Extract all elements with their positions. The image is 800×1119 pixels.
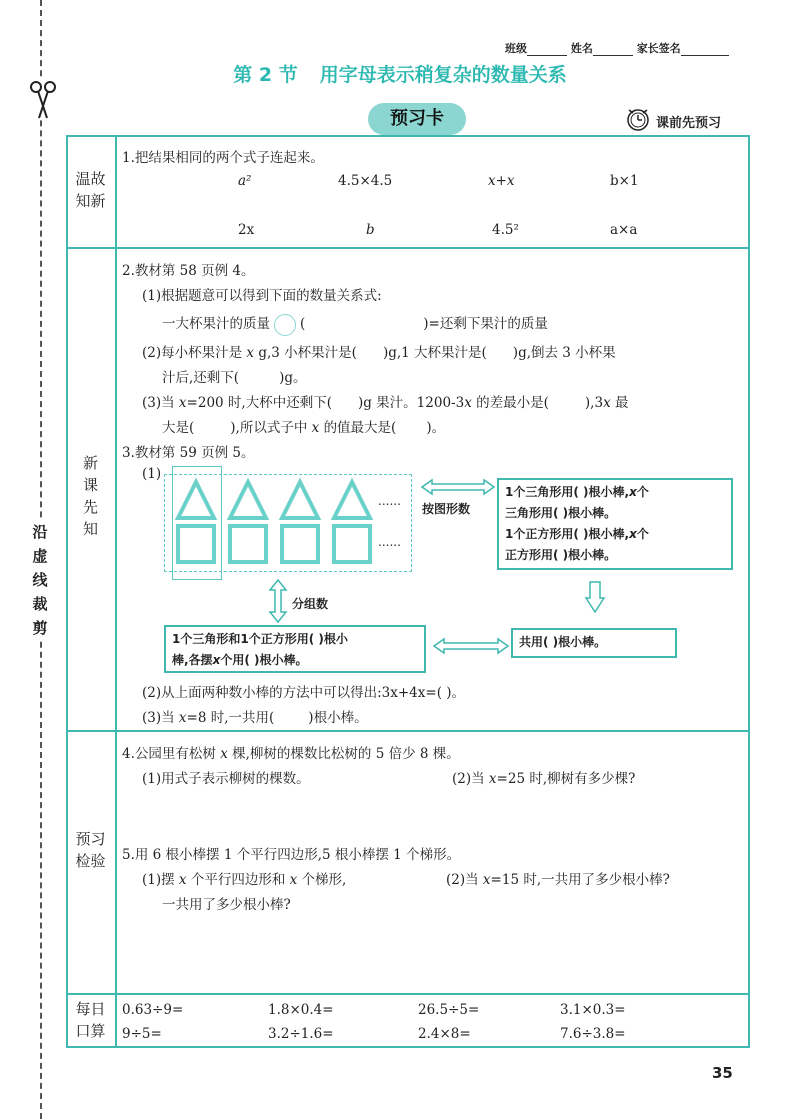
question-5-1: (1)摆 x 个平行四边形和 x 个梯形,: [142, 872, 347, 888]
calc-item: 26.5÷5=: [418, 1002, 480, 1018]
calc-item: 1.8×0.4=: [268, 1002, 334, 1018]
section-label-daily: 每日 口算: [75, 1000, 106, 1040]
question-2-3: (3)当 x=200 时,大杯中还剩下( )g 果汁。1200-3x 的差最小是( ),3x 最: [142, 395, 629, 411]
calc-item: 7.6÷3.8=: [560, 1026, 626, 1042]
expression[interactable]: a²: [238, 173, 252, 189]
double-arrow-icon: [430, 637, 512, 655]
operator-circle-blank[interactable]: [274, 314, 296, 336]
preview-card-badge: 预习卡: [368, 103, 466, 135]
question-2-2: (2)每小杯果汁是 x g,3 小杯果汁是( )g,1 大杯果汁是( )g,倒去 3 小杯果: [142, 345, 616, 361]
name-field[interactable]: [593, 44, 633, 56]
section-label-check: 预习 检验: [75, 830, 106, 870]
total-box: 共用( )根小棒。: [511, 628, 677, 658]
question-4-1: (1)用式子表示柳树的棵数。: [142, 771, 310, 787]
calc-item: 3.1×0.3=: [560, 1002, 626, 1018]
class-field[interactable]: [527, 44, 567, 56]
ellipsis: ......: [378, 494, 401, 508]
ellipsis: ......: [378, 535, 401, 549]
section-label-new-lesson: 新 课 先 知: [82, 454, 98, 538]
question-4: 4.公园里有松树 x 棵,柳树的棵数比松树的 5 倍少 8 棵。: [122, 746, 460, 762]
expression[interactable]: b×1: [610, 173, 639, 189]
question-5-2: (2)当 x=15 时,一共用了多少根小棒?: [446, 872, 670, 888]
calc-item: 3.2÷1.6=: [268, 1026, 334, 1042]
cut-instruction: 沿 虚 线 裁 剪: [28, 520, 52, 640]
calc-item: 2.4×8=: [418, 1026, 471, 1042]
expression[interactable]: x+x: [488, 173, 515, 189]
question-5-1-cont: 一共用了多少根小棒?: [162, 897, 291, 913]
expression[interactable]: 4.5²: [492, 222, 519, 238]
calc-item: 9÷5=: [122, 1026, 162, 1042]
double-arrow-icon: [418, 478, 498, 496]
student-info-fields: 班级 姓名 家长签名: [505, 40, 729, 56]
parent-signature-field[interactable]: [681, 44, 729, 56]
question-4-2: (2)当 x=25 时,柳树有多少棵?: [452, 771, 636, 787]
expression[interactable]: 4.5×4.5: [338, 173, 393, 189]
page-number: 35: [712, 1064, 733, 1082]
question-3: 3.教材第 59 页例 5。: [122, 445, 255, 461]
calc-item: 0.63÷9=: [122, 1002, 184, 1018]
expression[interactable]: 2x: [238, 222, 255, 238]
question-2-2-cont: 汁后,还剩下( )g。: [162, 370, 307, 386]
question-3-1: (1): [142, 466, 162, 482]
vertical-double-arrow-icon: [268, 578, 288, 624]
relation-formula: 一大杯果汁的质量 ( )=还剩下果汁的质量: [162, 312, 548, 336]
down-arrow-icon: [584, 580, 606, 614]
question-3-2: (2)从上面两种数小棒的方法中可以得出:3x+4x=( )。: [142, 685, 466, 701]
column-divider: [115, 135, 117, 1048]
expression[interactable]: b: [366, 222, 375, 238]
by-shape-label: 按图形数: [422, 502, 471, 516]
row-divider: [66, 247, 750, 249]
clock-icon: [624, 106, 652, 136]
question-3-3: (3)当 x=8 时,一共用( )根小棒。: [142, 710, 368, 726]
triangles-squares-figure: [164, 474, 412, 572]
count-by-shape-box: 1个三角形用( )根小棒,x个 三角形用( )根小棒。 1个正方形用( )根小棒,x个 正方形用( )根小棒。: [497, 478, 733, 570]
question-2-1: (1)根据题意可以得到下面的数量关系式:: [142, 288, 382, 304]
question-2-3-cont: 大是( ),所以式子中 x 的值最大是( )。: [162, 420, 446, 436]
count-by-group-box: 1个三角形和1个正方形用( )根小 棒,各摆x个用( )根小棒。: [164, 625, 426, 673]
question-1: 1.把结果相同的两个式子连起来。: [122, 150, 324, 166]
preview-label: 课前先预习: [656, 116, 722, 131]
question-2: 2.教材第 58 页例 4。: [122, 263, 255, 279]
expression[interactable]: a×a: [610, 222, 638, 238]
question-5: 5.用 6 根小棒摆 1 个平行四边形,5 根小棒摆 1 个梯形。: [122, 847, 461, 863]
row-divider: [66, 730, 750, 732]
by-group-label: 分组数: [292, 597, 329, 611]
row-divider: [66, 993, 750, 995]
page-title: 第 2 节 用字母表示稍复杂的数量关系: [233, 64, 567, 86]
section-label-review: 温故 知新: [75, 170, 106, 210]
